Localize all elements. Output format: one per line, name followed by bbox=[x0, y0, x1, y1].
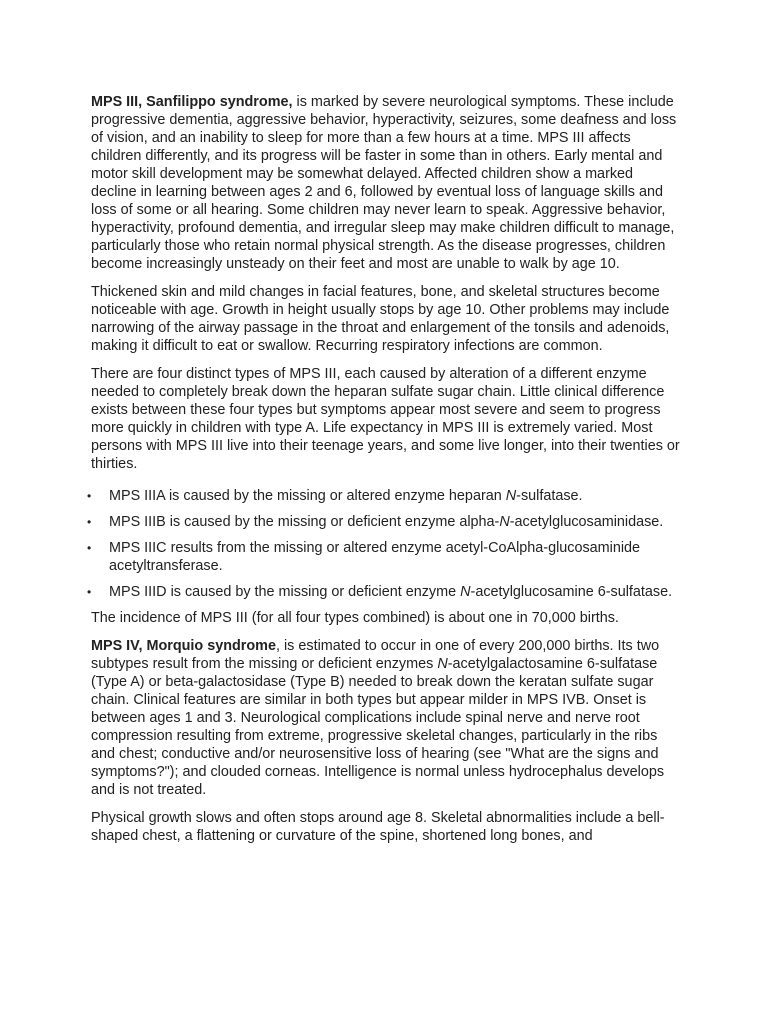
list-item-mps-iiib: • MPS IIIB is caused by the missing or deficient enzyme alpha-N-acetylglucosaminidase. bbox=[91, 513, 681, 531]
paragraph-physical-growth: Physical growth slows and often stops around age 8. Skeletal abnormalities include a bell-shaped chest, a flattening or curvature of the spine, shortened long bones, and bbox=[91, 810, 665, 844]
list-item-mps-iiia: • MPS IIIA is caused by the missing or altered enzyme heparan N-sulfatase. bbox=[91, 487, 681, 505]
document-page bbox=[91, 93, 681, 855]
paragraph-incidence: The incidence of MPS III (for all four types combined) is about one in 70,000 births. bbox=[91, 610, 619, 626]
paragraph-sanfilippo-types: There are four distinct types of MPS III, each caused by alteration of a different enzyme needed to completely break down the heparan sulfate sugar chain. Little clinical difference exists between these four types but symptoms appear most severe and seem to progress more quickly in children with type A. Life expectancy in MPS III is extremely varied. Most persons with MPS III live into their teenage years, and some live longer, into their twenties or thirties. bbox=[91, 366, 680, 472]
list-item-mps-iiid: • MPS IIID is caused by the missing or deficient enzyme N-acetylglucosamine 6-sulfatase. bbox=[91, 583, 681, 601]
paragraph-sanfilippo-skin: Thickened skin and mild changes in facial features, bone, and skeletal structures become noticeable with age. Growth in height usually stops by age 10. Other problems may include narrowing of the airway passage in the throat and enlargement of the tonsils and adenoids, making it difficult to eat or swallow. Recurring respiratory infections are common. bbox=[91, 284, 670, 354]
paragraph-sanfilippo-intro bbox=[91, 93, 681, 273]
paragraph-morquio: MPS IV, Morquio syndrome, is estimated to occur in one of every 200,000 births. Its two subtypes result from the missing or deficient enzymes N-acetylgalactosamine 6-sulfatase (Type A) or beta-galactosidase (Type B) needed to break down the keratan sulfate sugar chain. Clinical features are similar in both types but appear milder in MPS IVB. Onset is between ages 1 and 3. Neurological complications include spinal nerve and nerve root compression resulting from extreme, progressive skeletal changes, particularly in the ribs and chest; conductive and/or neurosensitive loss of hearing (see "What are the signs and symptoms?"); and clouded corneas. Intelligence is normal unless hydrocephalus develops and is not treated. bbox=[91, 638, 665, 798]
heading-mps-iv: MPS IV, Morquio syndrome bbox=[91, 638, 276, 654]
heading-mps-iii: MPS III, Sanfilippo syndrome, bbox=[91, 94, 293, 110]
mps-iii-type-list bbox=[91, 487, 681, 601]
paragraph-text: is marked by severe neurological symptoms. These include progressive dementia, aggressive behavior, hyperactivity, seizures, some deafness and loss of vision, and an inability to sleep for more than a few hours at a time. MPS III affects children differently, and its progress will be faster in some than in others. Early mental and motor skill development may be somewhat delayed. Affected children show a marked decline in learning between ages 2 and 6, followed by eventual loss of language skills and loss of some or all hearing. Some children may never learn to speak. Aggressive behavior, hyperactivity, profound dementia, and irregular sleep may make children difficult to manage, particularly those who retain normal physical strength. As the disease progresses, children become increasingly unsteady on their feet and most are unable to walk by age 10. bbox=[91, 94, 677, 272]
list-item-mps-iiic: • MPS IIIC results from the missing or altered enzyme acetyl-CoAlpha-glucosaminide acetyltransferase. bbox=[91, 539, 681, 575]
